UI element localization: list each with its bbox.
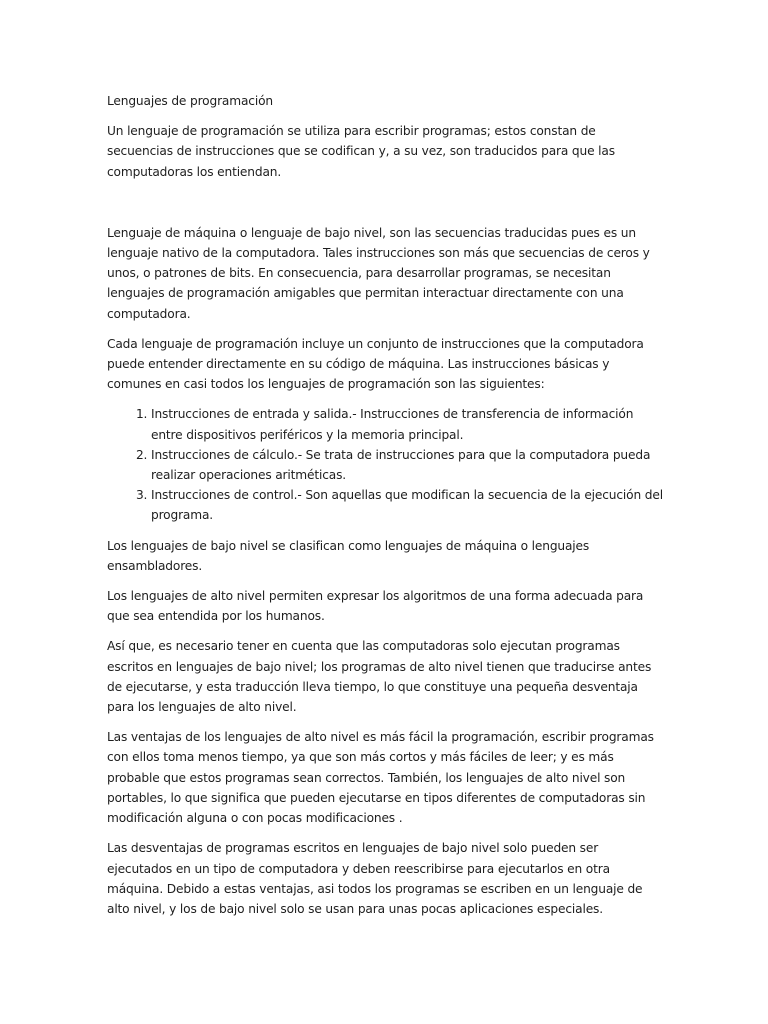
list-item: 2. Instrucciones de cálculo.- Se trata de instrucciones para que la computadora pueda realizar operaciones aritméticas. bbox=[151, 445, 663, 485]
document-body bbox=[107, 91, 663, 929]
paragraph-instruction-set: Cada lenguaje de programación incluye un conjunto de instrucciones que la computadora puede entender directamente en su código de máquina. Las instrucciones básicas y comunes en casi todos los lenguajes de programación son las siguientes: bbox=[107, 336, 644, 392]
paragraph-low-level: Los lenguajes de bajo nivel se clasifican como lenguajes de máquina o lenguajes ensambladores. bbox=[107, 538, 590, 573]
list-item: 1. Instrucciones de entrada y salida.- Instrucciones de transferencia de información entre dispositivos periféricos y la memoria principal. bbox=[151, 404, 663, 444]
paragraph-translation: Así que, es necesario tener en cuenta que las computadoras solo ejecutan programas escritos en lenguajes de bajo nivel; los programas de alto nivel tienen que traducirse antes de ejecutarse, y esta traducción lleva tiempo, lo que constituye una pequeña desventaja para los lenguajes de alto nivel. bbox=[107, 639, 652, 715]
paragraph-intro: Un lenguaje de programación se utiliza para escribir programas; estos constan de secuencias de instrucciones que se codifican y, a su vez, son traducidos para que las computadoras los entiendan. bbox=[107, 124, 615, 179]
paragraph-disadvantages: Las desventajas de programas escritos en lenguajes de bajo nivel solo pueden ser ejecutados en un tipo de computadora y deben reescribirse para ejecutarlos en otra máquina. Debido a estas ventajas, asi todos los programas se escriben en un lenguaje de alto nivel, y los de bajo nivel solo se usan para unas pocas aplicaciones especiales. bbox=[107, 841, 643, 916]
instruction-types-list bbox=[107, 404, 663, 525]
paragraph-machine-language: Lenguaje de máquina o lenguaje de bajo nivel, son las secuencias traducidas pues es un lenguaje nativo de la computadora. Tales instrucciones son más que secuencias de ceros y unos, o patrones de bits. En consecuencia, para desarrollar programas, se necesitan lenguajes de programación amigables que permitan interactuar directamente con una computadora. bbox=[107, 225, 650, 321]
paragraph-high-level: Los lenguajes de alto nivel permiten expresar los algoritmos de una forma adecuada para que sea entendida por los humanos. bbox=[107, 589, 644, 624]
list-item: 3. Instrucciones de control.- Son aquellas que modifican la secuencia de la ejecución del programa. bbox=[151, 485, 663, 525]
paragraph-advantages: Las ventajas de los lenguajes de alto nivel es más fácil la programación, escribir programas con ellos toma menos tiempo, ya que son más cortos y más fáciles de leer; y es más probable que estos programas sean correctos. También, los lenguajes de alto nivel son portables, lo que significa que pueden ejecutarse en tipos diferentes de computadoras sin modificación alguna o con pocas modificaciones . bbox=[107, 730, 654, 826]
document-title: Lenguajes de programación bbox=[107, 94, 273, 108]
